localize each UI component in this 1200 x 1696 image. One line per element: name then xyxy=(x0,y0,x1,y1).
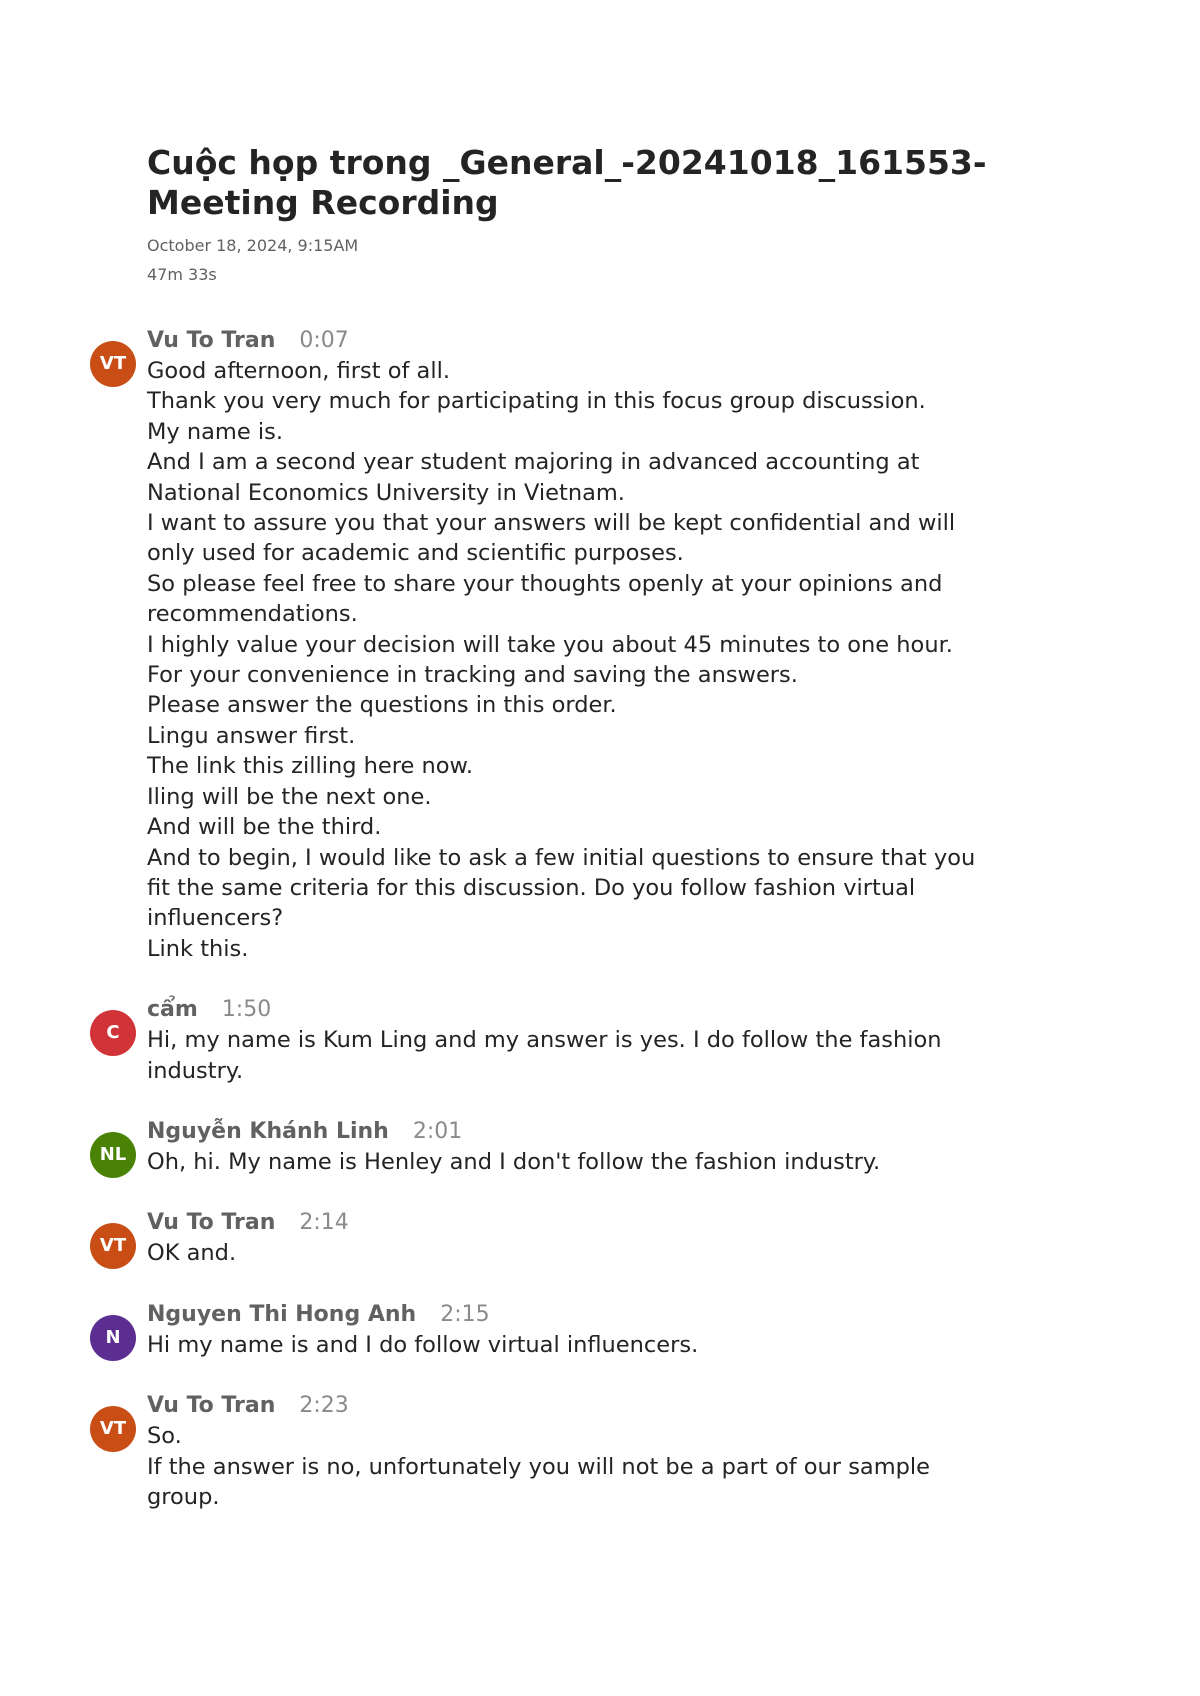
avatar: VT xyxy=(90,341,136,387)
transcript-entry xyxy=(90,1391,1090,1512)
speaker-name: cẩm xyxy=(147,997,198,1023)
utterance-line: industry. xyxy=(147,1057,244,1084)
utterance-text xyxy=(147,1025,1090,1086)
avatar: C xyxy=(90,1010,136,1056)
transcript-entry xyxy=(90,1300,1090,1360)
utterance-text xyxy=(147,1147,1090,1177)
utterance-text xyxy=(147,1330,1090,1360)
utterance-line: OK and. xyxy=(147,1240,237,1267)
utterance-line: My name is. xyxy=(147,418,283,445)
avatar: VT xyxy=(90,1223,136,1269)
transcript-entry xyxy=(90,995,1090,1086)
utterance-line: Lingu answer first. xyxy=(147,722,356,749)
timestamp: 2:14 xyxy=(299,1210,349,1236)
utterance-line: only used for academic and scientific purposes. xyxy=(147,540,684,567)
avatar: NL xyxy=(90,1132,136,1178)
utterance-line: group. xyxy=(147,1483,220,1510)
avatar: VT xyxy=(90,1406,136,1452)
timestamp: 2:01 xyxy=(412,1118,463,1144)
timestamp: 2:15 xyxy=(440,1301,490,1327)
utterance-text xyxy=(147,356,1090,964)
utterance-line: So. xyxy=(147,1423,182,1450)
utterance-line: Hi my name is and I do follow virtual influencers. xyxy=(147,1331,699,1358)
transcript-entries xyxy=(90,326,1090,1543)
timestamp: 1:50 xyxy=(221,997,272,1023)
speaker-name: Nguyễn Khánh Linh xyxy=(147,1118,389,1144)
transcript-entry xyxy=(90,326,1090,964)
utterance-text xyxy=(147,1238,1090,1268)
utterance-line: And will be the third. xyxy=(147,814,382,841)
utterance-line: National Economics University in Vietnam. xyxy=(147,479,625,506)
speaker-line xyxy=(147,995,1090,1025)
avatar: N xyxy=(90,1315,136,1361)
title-line: Meeting Recording xyxy=(147,183,499,222)
speaker-name: Nguyen Thi Hong Anh xyxy=(147,1301,417,1327)
utterance-line: If the answer is no, unfortunately you will not be a part of our sample xyxy=(147,1453,931,1480)
utterance-line: recommendations. xyxy=(147,601,358,628)
speaker-line xyxy=(147,1391,1090,1421)
speaker-line xyxy=(147,1208,1090,1238)
speaker-line xyxy=(147,326,1090,356)
utterance-line: Please answer the questions in this order. xyxy=(147,692,617,719)
utterance-line: Good afternoon, first of all. xyxy=(147,358,450,384)
meeting-duration: 47m 33s xyxy=(147,265,217,284)
meeting-date: October 18, 2024, 9:15AM xyxy=(147,236,359,255)
utterance-line: Oh, hi. My name is Henley and I don't follow the fashion industry. xyxy=(147,1148,881,1175)
transcript-header xyxy=(147,143,1077,289)
transcript-entry xyxy=(90,1117,1090,1177)
transcript-entry xyxy=(90,1208,1090,1268)
timestamp: 0:07 xyxy=(299,328,349,353)
speaker-line xyxy=(147,1300,1090,1330)
utterance-line: For your convenience in tracking and saving the answers. xyxy=(147,662,798,689)
page-title xyxy=(147,143,1077,223)
utterance-text xyxy=(147,1421,1090,1512)
speaker-line xyxy=(147,1117,1090,1147)
utterance-line: The link this zilling here now. xyxy=(147,753,474,780)
utterance-line: I highly value your decision will take you about 45 minutes to one hour. xyxy=(147,631,953,658)
speaker-name: Vu To Tran xyxy=(147,1210,276,1236)
utterance-line: Iling will be the next one. xyxy=(147,783,432,810)
title-line: Cuộc họp trong _General_-20241018_161553- xyxy=(147,143,987,182)
utterance-line: fit the same criteria for this discussion. Do you follow fashion virtual xyxy=(147,874,916,901)
utterance-line: Thank you very much for participating in this focus group discussion. xyxy=(147,388,926,415)
utterance-line: Link this. xyxy=(147,935,249,962)
utterance-line: And to begin, I would like to ask a few initial questions to ensure that you xyxy=(147,844,976,871)
speaker-name: Vu To Tran xyxy=(147,1393,276,1419)
utterance-line: And I am a second year student majoring in advanced accounting at xyxy=(147,449,920,476)
utterance-line: I want to assure you that your answers will be kept confidential and will xyxy=(147,510,956,537)
utterance-line: Hi, my name is Kum Ling and my answer is yes. I do follow the fashion xyxy=(147,1027,942,1054)
timestamp: 2:23 xyxy=(299,1393,349,1419)
speaker-name: Vu To Tran xyxy=(147,328,276,353)
utterance-line: So please feel free to share your thoughts openly at your opinions and xyxy=(147,570,943,597)
meeting-meta xyxy=(147,231,1077,289)
utterance-line: influencers? xyxy=(147,905,284,932)
